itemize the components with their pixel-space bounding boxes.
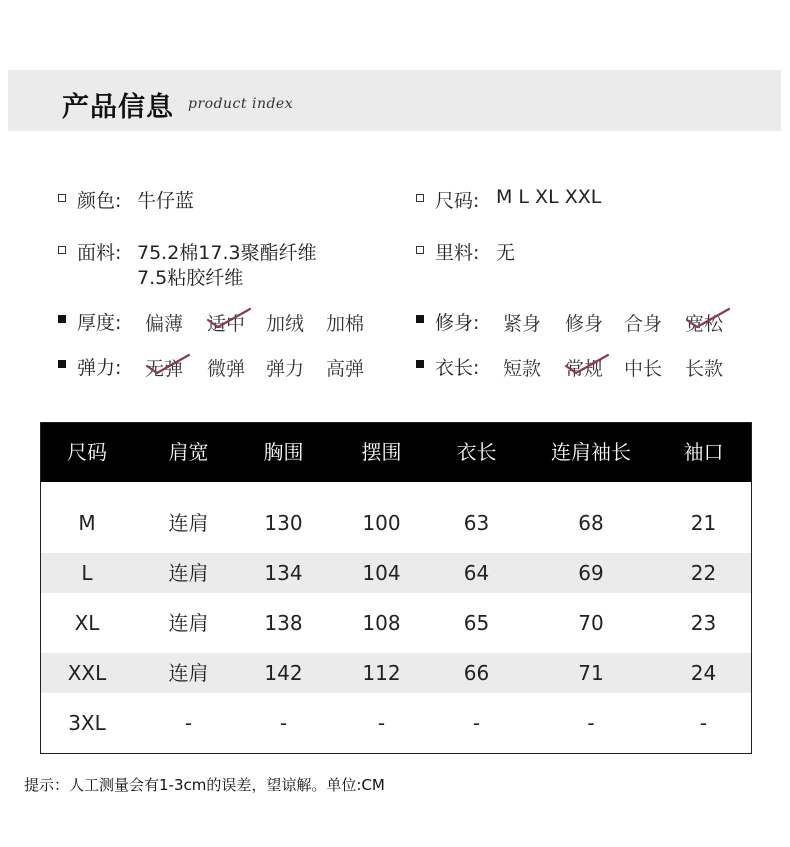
color-label: 颜色:: [77, 190, 122, 212]
table-cell: 3XL: [68, 711, 106, 735]
lining-value: 无: [496, 242, 516, 264]
length-option: 中长: [624, 358, 663, 380]
table-cell: -: [279, 711, 288, 735]
table-row: [41, 553, 751, 593]
table-row: [41, 703, 751, 743]
table-cell: 108: [362, 611, 401, 635]
measurement-note: 提示：人工测量会有1-3cm的误差，望谅解。单位:CM: [24, 776, 385, 794]
fabric-value-line2: 7.5粘胶纤维: [137, 267, 244, 289]
bullet-filled-icon: [58, 315, 66, 323]
fit-label: 修身:: [435, 312, 480, 334]
column-header: 摆围: [361, 440, 402, 464]
bullet-filled-icon: [58, 360, 66, 368]
table-cell: -: [472, 711, 481, 735]
table-header: [41, 423, 751, 482]
table-cell: XL: [74, 611, 100, 635]
table-cell: 112: [362, 661, 401, 685]
bullet-filled-icon: [416, 360, 424, 368]
table-row: [41, 603, 751, 643]
bullet-filled-icon: [416, 315, 424, 323]
length-option: 短款: [503, 358, 542, 380]
page-title: 产品信息: [62, 92, 174, 123]
table-cell: 130: [264, 511, 303, 535]
column-header: 胸围: [263, 440, 304, 464]
table-cell: 65: [463, 611, 490, 635]
fabric-value-line1: 75.2棉17.3聚酯纤维: [137, 242, 317, 264]
size-value: M L XL XXL: [496, 186, 602, 208]
table-cell: 134: [264, 561, 303, 585]
elasticity-option: 高弹: [326, 358, 365, 380]
length-label: 衣长:: [435, 357, 480, 379]
table-cell: 23: [690, 611, 717, 635]
table-cell: 142: [264, 661, 303, 685]
elasticity-label: 弹力:: [77, 357, 122, 379]
table-cell: 24: [690, 661, 717, 685]
thickness-option: 加绒: [266, 313, 305, 335]
fit-option: 合身: [624, 313, 663, 335]
thickness-option: 加棉: [326, 313, 365, 335]
table-cell: 68: [578, 511, 604, 535]
table-cell: M: [78, 511, 96, 535]
table-cell: -: [377, 711, 386, 735]
size-label: 尺码:: [435, 190, 480, 212]
bullet-icon: [416, 246, 424, 254]
table-cell: 100: [362, 511, 401, 535]
lining-label: 里料:: [435, 242, 480, 264]
elasticity-option: 微弹: [207, 358, 246, 380]
checkmark-icon: [145, 352, 191, 376]
page-subtitle: product index: [188, 96, 294, 112]
table-row: [41, 653, 751, 693]
fit-option: 紧身: [503, 313, 542, 335]
column-header: 袖口: [683, 440, 724, 464]
table-cell: -: [587, 711, 595, 735]
table-cell: -: [699, 711, 708, 735]
checkmark-icon: [564, 352, 610, 376]
checkmark-icon: [206, 306, 252, 330]
elasticity-option: 弹力: [266, 358, 305, 380]
table-cell: 70: [578, 611, 604, 635]
bullet-icon: [416, 194, 424, 202]
color-value: 牛仔蓝: [137, 190, 195, 212]
thickness-option-selected: 适中: [207, 313, 246, 335]
length-option: 长款: [685, 358, 724, 380]
table-cell: 连肩: [168, 611, 209, 635]
table-cell: L: [81, 561, 93, 585]
table-cell: 138: [264, 611, 303, 635]
table-cell: -: [184, 711, 193, 735]
table-cell: 连肩: [168, 661, 209, 685]
fabric-label: 面料:: [77, 242, 122, 264]
checkmark-icon: [685, 306, 731, 330]
table-cell: 连肩: [168, 561, 209, 585]
fit-option: 修身: [565, 313, 604, 335]
column-header: 肩宽: [168, 440, 209, 464]
size-table: [40, 422, 752, 754]
table-cell: 21: [690, 511, 717, 535]
thickness-option: 偏薄: [145, 313, 184, 335]
table-cell: XXL: [67, 661, 107, 685]
fit-option-selected: 宽松: [685, 313, 724, 335]
table-cell: 104: [362, 561, 401, 585]
thickness-label: 厚度:: [77, 312, 122, 334]
bullet-icon: [58, 194, 66, 202]
column-header: 衣长: [456, 440, 497, 464]
table-row: [41, 503, 751, 543]
table-cell: 66: [463, 661, 490, 685]
column-header: 尺码: [67, 440, 107, 464]
table-cell: 64: [463, 561, 490, 585]
table-cell: 69: [578, 561, 604, 585]
elasticity-option-selected: 无弹: [145, 358, 184, 380]
table-cell: 22: [690, 561, 717, 585]
table-cell: 63: [463, 511, 490, 535]
column-header: 连肩袖长: [551, 440, 631, 464]
table-cell: 71: [578, 661, 604, 685]
length-option-selected: 常规: [565, 358, 604, 380]
bullet-icon: [58, 246, 66, 254]
table-cell: 连肩: [168, 511, 209, 535]
